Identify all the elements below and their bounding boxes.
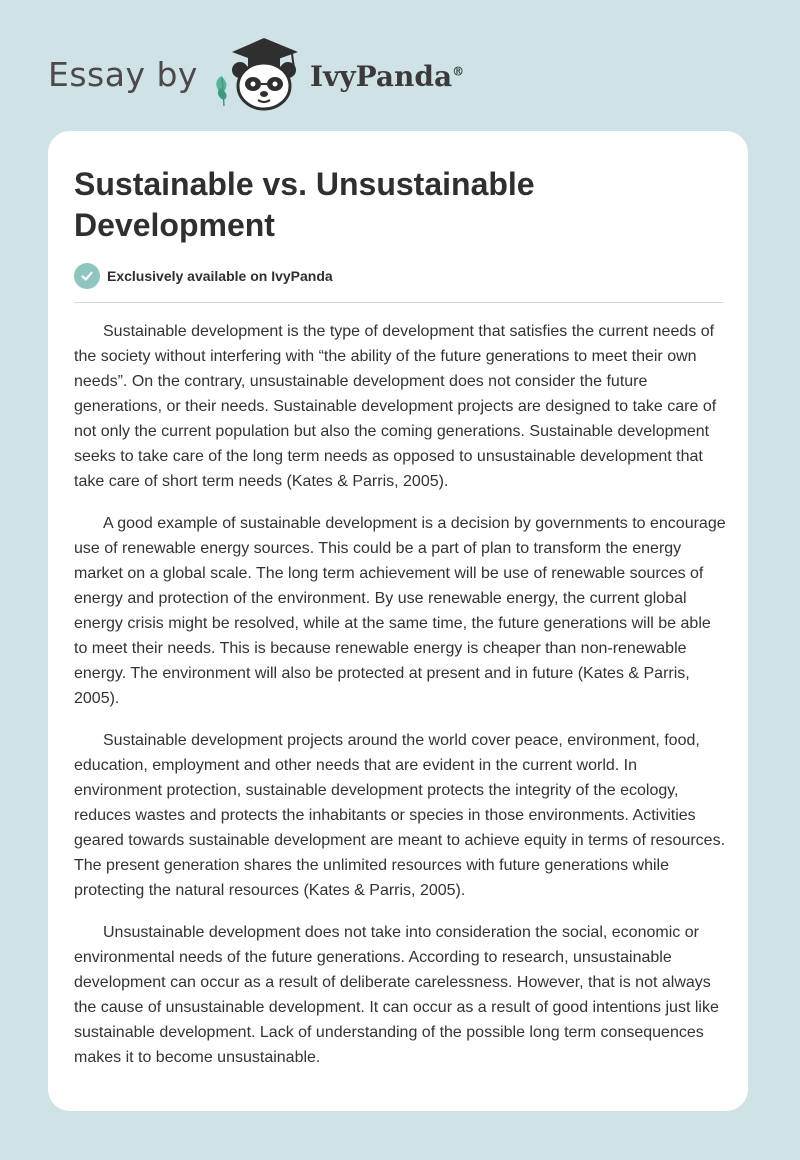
brand-text: IvyPanda [309,59,453,93]
panda-mascot-icon [212,34,304,114]
brand-name [310,60,464,93]
essay-title: Sustainable vs. Unsustainable Development [74,166,535,243]
exclusive-badge-label: Exclusively available on IvyPanda [107,268,333,284]
site-header [48,34,464,114]
essay-body [74,319,726,1087]
check-circle-icon [74,263,100,289]
exclusive-badge [74,263,333,289]
essay-by-label: Essay by [48,54,198,94]
essay-card [48,131,748,1111]
divider [74,302,723,303]
essay-paragraph: Sustainable development projects around the world cover peace, environment, food, education, employment and other needs that are evident in the current world. In environment protection, sustainable development protects the integrity of the ecology, reduces wastes and protects the inhabitants or species in those environments. Activities geared towards sustainable development are meant to achieve equity in terms of resources. The present generation shares the unlimited resources with future generations while protecting the natural resources (Kates & Parris, 2005). [74,732,726,899]
essay-paragraph: A good example of sustainable development is a decision by governments to encourage use of renewable energy sources. This could be a part of plan to transform the energy market on a global scale. The long term achievement will be use of renewable sources of energy and protection of the environment. By use renewable energy, the current global energy crisis might be resolved, while at the same time, the future generations will be able to meet their needs. This is because renewable energy is cheaper than non-renewable energy. The environment will also be protected at present and in future (Kates & Parris, 2005). [74,515,726,707]
essay-paragraph: Unsustainable development does not take into consideration the social, economic or environmental needs of the future generations. According to research, unsustainable development can occur as a result of deliberate carelessness. However, that is not always the cause of unsustainable development. It can occur as a result of good intentions just like sustainable development. Lack of understanding of the possible long term consequences makes it to become unsustainable. [74,924,719,1066]
essay-paragraph: Sustainable development is the type of development that satisfies the current needs of the society without interfering with “the ability of the future generations to meet their own needs”. On the contrary, unsustainable development does not consider the future generations, or their needs. Sustainable development projects are designed to take care of not only the current population but also the coming generations. Sustainable development seeks to take care of the long term needs as opposed to unsustainable development that take care of short term needs (Kates & Parris, 2005). [74,323,717,490]
registered-mark: ® [452,64,465,79]
